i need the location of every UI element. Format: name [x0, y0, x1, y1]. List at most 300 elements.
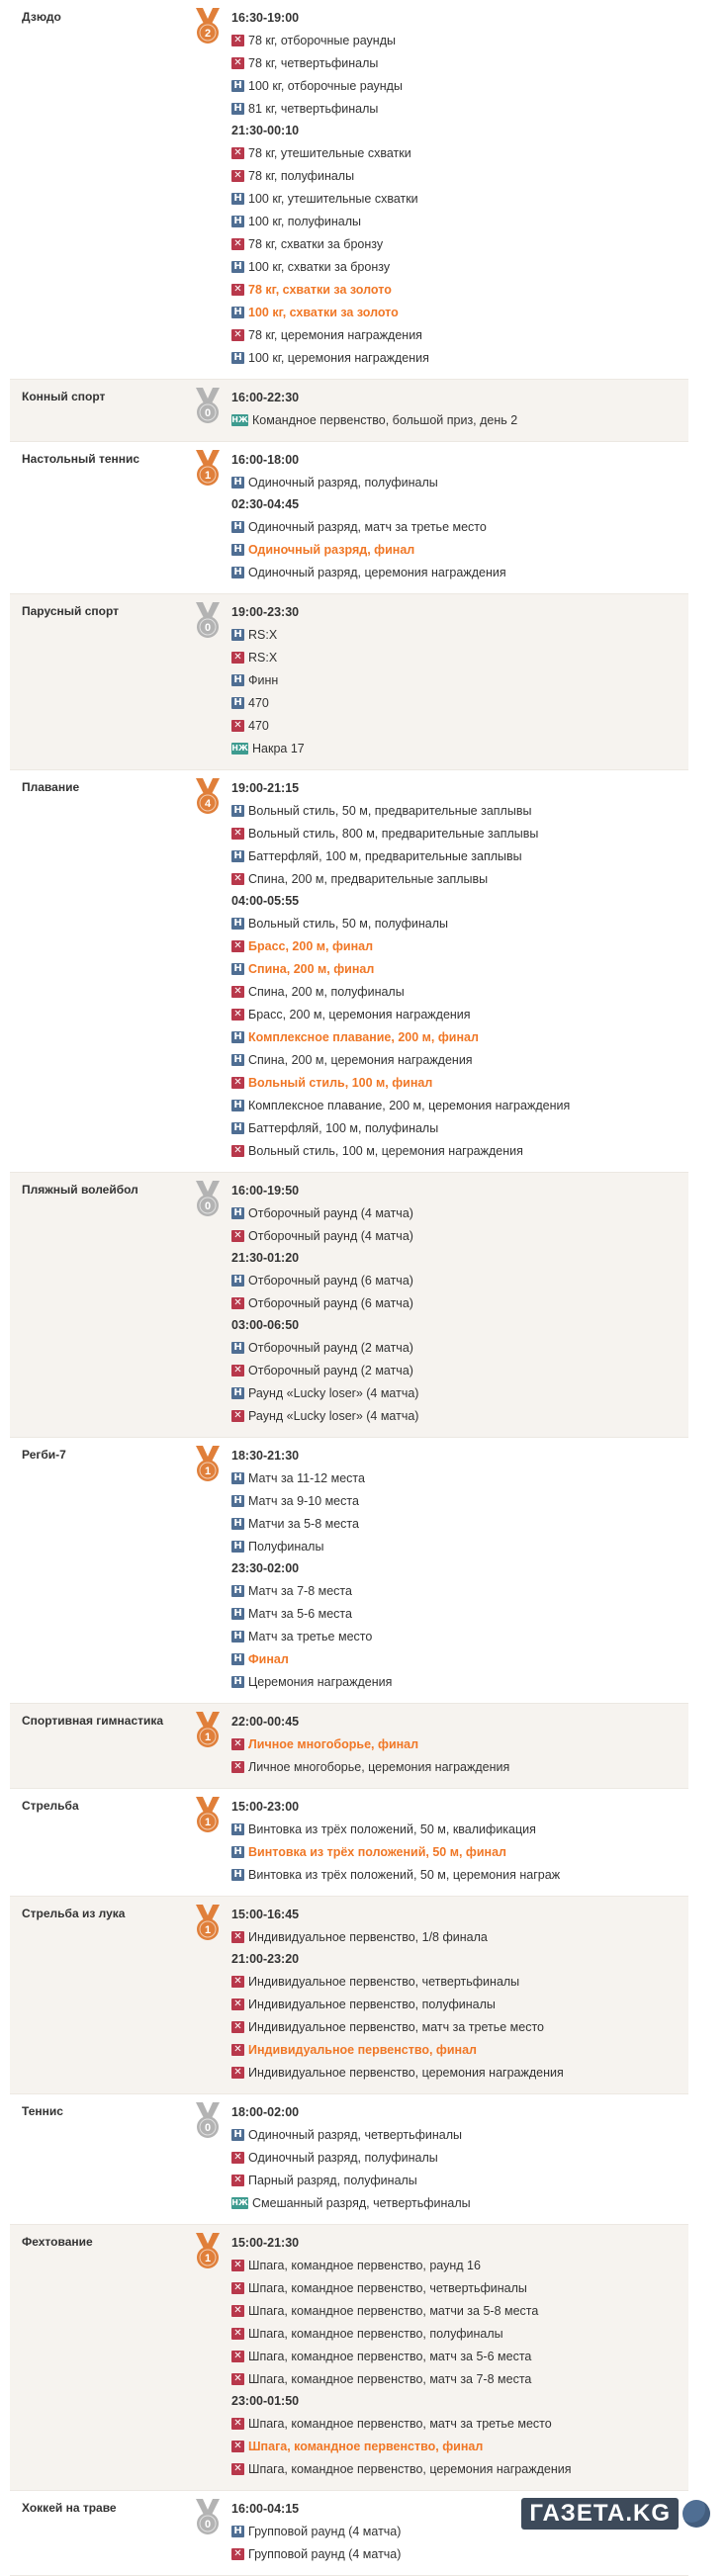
event-item: [231, 346, 688, 369]
event-item: [231, 1139, 688, 1162]
event-item: [231, 2015, 688, 2038]
men-icon: Н: [231, 1122, 244, 1134]
silver-medal-icon: [194, 602, 222, 640]
event-title: Спина, 200 м, полуфиналы: [248, 984, 405, 999]
event-item: [231, 822, 688, 844]
medal-column: [184, 1711, 231, 1778]
event-item: [231, 691, 688, 714]
event-title: Индивидуальное первенство, матч за третье место: [248, 2019, 544, 2034]
women-icon: ✕: [231, 2260, 244, 2271]
event-title: Вольный стиль, 100 м, церемония награждения: [248, 1143, 523, 1158]
event-title: Одиночный разряд, полуфиналы: [248, 2150, 438, 2165]
event-item: [231, 1359, 688, 1381]
men-icon: Н: [231, 193, 244, 205]
sport-row: [10, 770, 688, 1173]
men-icon: Н: [231, 1585, 244, 1597]
event-item: [231, 1381, 688, 1404]
event-title: Полуфиналы: [248, 1539, 324, 1554]
event-title: Вольный стиль, 50 м, полуфиналы: [248, 916, 449, 931]
event-title: 78 кг, церемония награждения: [248, 327, 422, 342]
event-title: Индивидуальное первенство, четвертьфиналы: [248, 1974, 520, 1989]
event-item: [231, 232, 688, 255]
event-item: [231, 408, 688, 431]
event-item: [231, 646, 688, 668]
time-range: 04:00-05:55: [231, 894, 300, 908]
sport-row: [10, 0, 688, 380]
time-range: 23:00-01:50: [231, 2394, 300, 2408]
event-title: 100 кг, утешительные схватки: [248, 191, 418, 206]
event-item: [231, 1755, 688, 1778]
men-icon: Н: [231, 1823, 244, 1835]
event-title: Отборочный раунд (4 матча): [248, 1228, 413, 1243]
time-range: 15:00-21:30: [231, 2236, 300, 2250]
event-item: [231, 957, 688, 980]
event-item: [231, 164, 688, 187]
men-icon: Н: [231, 1869, 244, 1881]
men-icon: Н: [231, 103, 244, 115]
event-title: Командное первенство, большой приз, день 2: [252, 412, 518, 427]
time-range: 22:00-00:45: [231, 1715, 300, 1729]
time-range: 16:00-04:15: [231, 2502, 300, 2516]
men-icon: Н: [231, 521, 244, 533]
women-icon: ✕: [231, 57, 244, 69]
women-icon: ✕: [231, 170, 244, 182]
event-title: Отборочный раунд (2 матча): [248, 1340, 413, 1355]
svg-text:0: 0: [204, 2519, 212, 2531]
time-range: 16:00-18:00: [231, 453, 300, 467]
medal-column: [184, 777, 231, 1162]
sport-name: Фехтование: [22, 2235, 93, 2249]
women-icon: ✕: [231, 1077, 244, 1089]
time-range: 21:30-00:10: [231, 124, 300, 137]
schedule-list: [10, 0, 688, 2576]
event-title: Групповой раунд (4 матча): [248, 2546, 402, 2561]
event-item: [231, 141, 688, 164]
event-item: [231, 187, 688, 210]
event-title: Шпага, командное первенство, полуфиналы: [248, 2326, 503, 2341]
event-item: [231, 1025, 688, 1048]
men-icon: Н: [231, 1653, 244, 1665]
event-title: Брасс, 200 м, финал: [248, 938, 374, 953]
men-icon: Н: [231, 850, 244, 862]
events-list: [231, 1796, 688, 1886]
women-icon: ✕: [231, 2021, 244, 2033]
event-title: Одиночный разряд, полуфиналы: [248, 475, 438, 489]
events-list: [231, 1180, 688, 1427]
mixed-icon: НЖ: [231, 414, 248, 424]
men-icon: Н: [231, 477, 244, 489]
logo-text: ГАЗЕТА.KG: [521, 2498, 679, 2530]
event-item: [231, 1840, 688, 1863]
event-title: Отборочный раунд (2 матча): [248, 1363, 413, 1377]
silver-medal-icon: [194, 1181, 222, 1218]
event-title: Спина, 200 м, финал: [248, 961, 375, 976]
event-title: Индивидуальное первенство, полуфиналы: [248, 1997, 496, 2011]
event-item: [231, 29, 688, 51]
women-icon: ✕: [231, 2373, 244, 2385]
time-range: 19:00-21:15: [231, 781, 300, 795]
sport-row: [10, 594, 688, 770]
event-title: Матч за третье место: [248, 1629, 373, 1643]
event-item: [231, 1670, 688, 1693]
women-icon: ✕: [231, 2175, 244, 2186]
event-title: Шпага, командное первенство, финал: [248, 2439, 484, 2453]
silver-medal-icon: [194, 2499, 222, 2536]
women-icon: ✕: [231, 1365, 244, 1377]
event-item: [231, 2276, 688, 2299]
sport-row: [10, 1438, 688, 1704]
event-title: 78 кг, схватки за бронзу: [248, 236, 384, 251]
men-icon: Н: [231, 307, 244, 318]
medal-column: [184, 2101, 231, 2214]
women-icon: ✕: [231, 2463, 244, 2475]
women-icon: ✕: [231, 147, 244, 159]
sport-row: [10, 1704, 688, 1789]
medal-column: [184, 2232, 231, 2480]
events-list: [231, 601, 688, 759]
men-icon: Н: [231, 1472, 244, 1484]
event-item: [231, 737, 688, 759]
event-item: [231, 323, 688, 346]
women-icon: ✕: [231, 1999, 244, 2010]
women-icon: ✕: [231, 2305, 244, 2317]
men-icon: Н: [231, 697, 244, 709]
men-icon: Н: [231, 674, 244, 686]
event-title: RS:X: [248, 650, 278, 665]
event-title: Комплексное плавание, 200 м, финал: [248, 1029, 479, 1044]
men-icon: Н: [231, 805, 244, 817]
men-icon: Н: [231, 963, 244, 975]
event-title: 78 кг, отборочные раунды: [248, 33, 396, 47]
event-title: Одиночный разряд, четвертьфиналы: [248, 2127, 463, 2142]
event-title: Шпага, командное первенство, матч за 7-8 места: [248, 2371, 532, 2386]
event-item: [231, 97, 688, 120]
event-item: [231, 278, 688, 301]
event-title: Вольный стиль, 800 м, предварительные заплывы: [248, 826, 539, 841]
men-icon: Н: [231, 1846, 244, 1858]
event-item: [231, 538, 688, 561]
women-icon: ✕: [231, 1297, 244, 1309]
women-icon: ✕: [231, 2418, 244, 2430]
event-title: 78 кг, полуфиналы: [248, 168, 355, 183]
women-icon: ✕: [231, 2067, 244, 2079]
event-title: 81 кг, четвертьфиналы: [248, 101, 379, 116]
men-icon: Н: [231, 1495, 244, 1507]
sport-row: [10, 1897, 688, 2094]
event-item: [231, 1269, 688, 1291]
event-title: RS:X: [248, 627, 278, 642]
women-icon: ✕: [231, 720, 244, 732]
event-title: Матч за 11-12 места: [248, 1470, 365, 1485]
women-icon: ✕: [231, 35, 244, 46]
svg-text:0: 0: [204, 2122, 212, 2134]
women-icon: ✕: [231, 652, 244, 664]
sport-name: Регби-7: [22, 1448, 66, 1462]
event-title: Накра 17: [252, 741, 305, 755]
event-title: 470: [248, 718, 269, 733]
event-item: [231, 1970, 688, 1993]
events-list: [231, 2101, 688, 2214]
event-item: [231, 2191, 688, 2214]
bronze-medal-icon: [194, 8, 222, 45]
event-item: [231, 1625, 688, 1647]
event-item: [231, 2345, 688, 2367]
medal-column: [184, 387, 231, 431]
svg-text:1: 1: [204, 1817, 212, 1828]
men-icon: Н: [231, 629, 244, 641]
event-title: Раунд «Lucky loser» (4 матча): [248, 1385, 419, 1400]
event-item: [231, 74, 688, 97]
medal-column: [184, 2498, 231, 2565]
men-icon: Н: [231, 1342, 244, 1354]
event-title: Шпага, командное первенство, раунд 16: [248, 2258, 481, 2272]
sport-row: [10, 2094, 688, 2225]
women-icon: ✕: [231, 2044, 244, 2056]
event-title: Шпага, командное первенство, четвертьфиналы: [248, 2280, 527, 2295]
event-item: [231, 1071, 688, 1094]
event-item: [231, 1818, 688, 1840]
event-item: [231, 934, 688, 957]
women-icon: ✕: [231, 1410, 244, 1422]
sport-name: Спортивная гимнастика: [22, 1714, 164, 1728]
event-title: 100 кг, полуфиналы: [248, 214, 362, 228]
event-item: [231, 2412, 688, 2435]
event-title: Комплексное плавание, 200 м, церемония награждения: [248, 1098, 571, 1112]
event-item: [231, 2367, 688, 2390]
men-icon: Н: [231, 1676, 244, 1688]
event-title: Одиночный разряд, финал: [248, 542, 415, 557]
event-title: Индивидуальное первенство, финал: [248, 2042, 477, 2057]
svg-text:1: 1: [204, 1466, 212, 1477]
event-title: Шпага, командное первенство, матч за третье место: [248, 2416, 552, 2431]
women-icon: ✕: [231, 986, 244, 998]
event-title: Церемония награждения: [248, 1674, 393, 1689]
event-title: Личное многоборье, церемония награждения: [248, 1759, 510, 1774]
men-icon: Н: [231, 1054, 244, 1066]
time-range: 23:30-02:00: [231, 1561, 300, 1575]
silver-medal-icon: [194, 2102, 222, 2140]
medal-column: [184, 1904, 231, 2084]
women-icon: ✕: [231, 2351, 244, 2362]
sport-row: [10, 1789, 688, 1897]
sport-row: [10, 2225, 688, 2491]
sport-name: Стрельба: [22, 1799, 79, 1813]
bronze-medal-icon: [194, 1446, 222, 1483]
events-list: [231, 1445, 688, 1693]
women-icon: ✕: [231, 873, 244, 885]
time-range: 16:00-22:30: [231, 391, 300, 404]
men-icon: Н: [231, 352, 244, 364]
event-item: [231, 980, 688, 1003]
event-item: [231, 515, 688, 538]
mixed-icon: НЖ: [231, 743, 248, 753]
men-icon: Н: [231, 544, 244, 556]
time-range: 18:30-21:30: [231, 1449, 300, 1463]
event-title: Отборочный раунд (6 матча): [248, 1295, 413, 1310]
event-item: [231, 1579, 688, 1602]
medal-column: [184, 1180, 231, 1427]
event-item: [231, 471, 688, 493]
event-item: [231, 2457, 688, 2480]
event-item: [231, 1116, 688, 1139]
sport-row: [10, 442, 688, 594]
women-icon: ✕: [231, 329, 244, 341]
svg-text:0: 0: [204, 1200, 212, 1212]
medal-column: [184, 601, 231, 759]
event-title: Винтовка из трёх положений, 50 м, церемония награж: [248, 1867, 561, 1882]
bronze-medal-icon: [194, 778, 222, 816]
bronze-medal-icon: [194, 1712, 222, 1749]
sport-name: Стрельба из лука: [22, 1907, 126, 1920]
bronze-medal-icon: [194, 1905, 222, 1942]
men-icon: Н: [231, 1631, 244, 1643]
men-icon: Н: [231, 567, 244, 578]
event-item: [231, 1732, 688, 1755]
men-icon: Н: [231, 1518, 244, 1530]
sport-name: Плавание: [22, 780, 80, 794]
sport-name: Хоккей на траве: [22, 2501, 117, 2515]
event-item: [231, 2254, 688, 2276]
women-icon: ✕: [231, 2152, 244, 2164]
event-title: Финн: [248, 672, 279, 687]
women-icon: ✕: [231, 940, 244, 952]
men-icon: Н: [231, 80, 244, 92]
event-item: [231, 1647, 688, 1670]
event-title: Спина, 200 м, церемония награждения: [248, 1052, 473, 1067]
event-item: [231, 844, 688, 867]
event-item: [231, 1863, 688, 1886]
event-title: Финал: [248, 1651, 289, 1666]
event-title: Винтовка из трёх положений, 50 м, финал: [248, 1844, 506, 1859]
event-item: [231, 1201, 688, 1224]
sport-name: Пляжный волейбол: [22, 1183, 138, 1197]
svg-text:0: 0: [204, 407, 212, 419]
event-title: 100 кг, схватки за бронзу: [248, 259, 391, 274]
event-title: Одиночный разряд, матч за третье место: [248, 519, 487, 534]
svg-text:1: 1: [204, 470, 212, 482]
event-item: [231, 2299, 688, 2322]
event-item: [231, 2322, 688, 2345]
women-icon: ✕: [231, 2328, 244, 2340]
time-range: 15:00-23:00: [231, 1800, 300, 1814]
women-icon: ✕: [231, 2441, 244, 2452]
men-icon: Н: [231, 2526, 244, 2537]
event-title: Вольный стиль, 50 м, предварительные заплывы: [248, 803, 532, 818]
event-title: Одиночный разряд, церемония награждения: [248, 565, 506, 579]
event-item: [231, 668, 688, 691]
event-title: Спина, 200 м, предварительные заплывы: [248, 871, 489, 886]
svg-text:0: 0: [204, 622, 212, 634]
event-title: 100 кг, отборочные раунды: [248, 78, 403, 93]
svg-text:4: 4: [204, 798, 212, 810]
silver-medal-icon: [194, 388, 222, 425]
event-title: Индивидуальное первенство, церемония награждения: [248, 2065, 564, 2080]
svg-text:1: 1: [204, 1732, 212, 1743]
globe-icon: [682, 2500, 710, 2528]
time-range: 19:00-23:30: [231, 605, 300, 619]
event-title: Личное многоборье, финал: [248, 1736, 419, 1751]
sport-name: Конный спорт: [22, 390, 106, 403]
event-title: Шпага, командное первенство, матч за 5-6 места: [248, 2349, 532, 2363]
men-icon: Н: [231, 918, 244, 930]
time-range: 18:00-02:00: [231, 2105, 300, 2119]
site-logo: [521, 2498, 710, 2530]
event-title: Парный разряд, полуфиналы: [248, 2173, 417, 2187]
event-item: [231, 2435, 688, 2457]
medal-column: [184, 449, 231, 583]
men-icon: Н: [231, 1275, 244, 1287]
women-icon: ✕: [231, 1738, 244, 1750]
event-item: [231, 1336, 688, 1359]
event-item: [231, 2123, 688, 2146]
event-title: Индивидуальное первенство, 1/8 финала: [248, 1929, 488, 1944]
men-icon: Н: [231, 1031, 244, 1043]
event-title: 100 кг, церемония награждения: [248, 350, 429, 365]
event-title: Матч за 9-10 места: [248, 1493, 359, 1508]
time-range: 15:00-16:45: [231, 1908, 300, 1921]
women-icon: ✕: [231, 284, 244, 296]
event-title: Отборочный раунд (6 матча): [248, 1273, 413, 1288]
event-title: Матч за 5-6 места: [248, 1606, 352, 1621]
events-list: [231, 7, 688, 369]
bronze-medal-icon: [194, 450, 222, 488]
event-item: [231, 1489, 688, 1512]
mixed-icon: НЖ: [231, 2197, 248, 2207]
time-range: 21:30-01:20: [231, 1251, 300, 1265]
medal-column: [184, 1445, 231, 1693]
event-item: [231, 210, 688, 232]
men-icon: Н: [231, 1387, 244, 1399]
sport-name: Настольный теннис: [22, 452, 140, 466]
time-range: 21:00-23:20: [231, 1952, 300, 1966]
svg-text:1: 1: [204, 1924, 212, 1936]
women-icon: ✕: [231, 1761, 244, 1773]
event-title: 470: [248, 695, 269, 710]
event-title: Шпага, командное первенство, церемония награждения: [248, 2461, 572, 2476]
event-title: Раунд «Lucky loser» (4 матча): [248, 1408, 419, 1423]
event-item: [231, 2146, 688, 2169]
event-title: Смешанный разряд, четвертьфиналы: [252, 2195, 471, 2210]
event-title: Матч за 7-8 места: [248, 1583, 352, 1598]
event-item: [231, 1512, 688, 1535]
sport-name: Теннис: [22, 2104, 63, 2118]
events-list: [231, 1904, 688, 2084]
events-list: [231, 387, 688, 431]
event-title: Вольный стиль, 100 м, финал: [248, 1075, 433, 1090]
event-title: Матчи за 5-8 места: [248, 1516, 359, 1531]
event-title: Групповой раунд (4 матча): [248, 2524, 402, 2538]
svg-text:2: 2: [204, 28, 212, 40]
men-icon: Н: [231, 1541, 244, 1553]
event-item: [231, 912, 688, 934]
events-list: [231, 449, 688, 583]
event-item: [231, 2169, 688, 2191]
women-icon: ✕: [231, 1145, 244, 1157]
women-icon: ✕: [231, 2282, 244, 2294]
bronze-medal-icon: [194, 1797, 222, 1834]
time-range: 02:30-04:45: [231, 497, 300, 511]
event-item: [231, 1003, 688, 1025]
women-icon: ✕: [231, 2548, 244, 2560]
men-icon: Н: [231, 2129, 244, 2141]
event-item: [231, 51, 688, 74]
event-title: Отборочный раунд (4 матча): [248, 1205, 413, 1220]
women-icon: ✕: [231, 1976, 244, 1988]
events-list: [231, 1711, 688, 1778]
event-title: Шпага, командное первенство, матчи за 5-8 места: [248, 2303, 539, 2318]
event-item: [231, 867, 688, 890]
event-item: [231, 1602, 688, 1625]
